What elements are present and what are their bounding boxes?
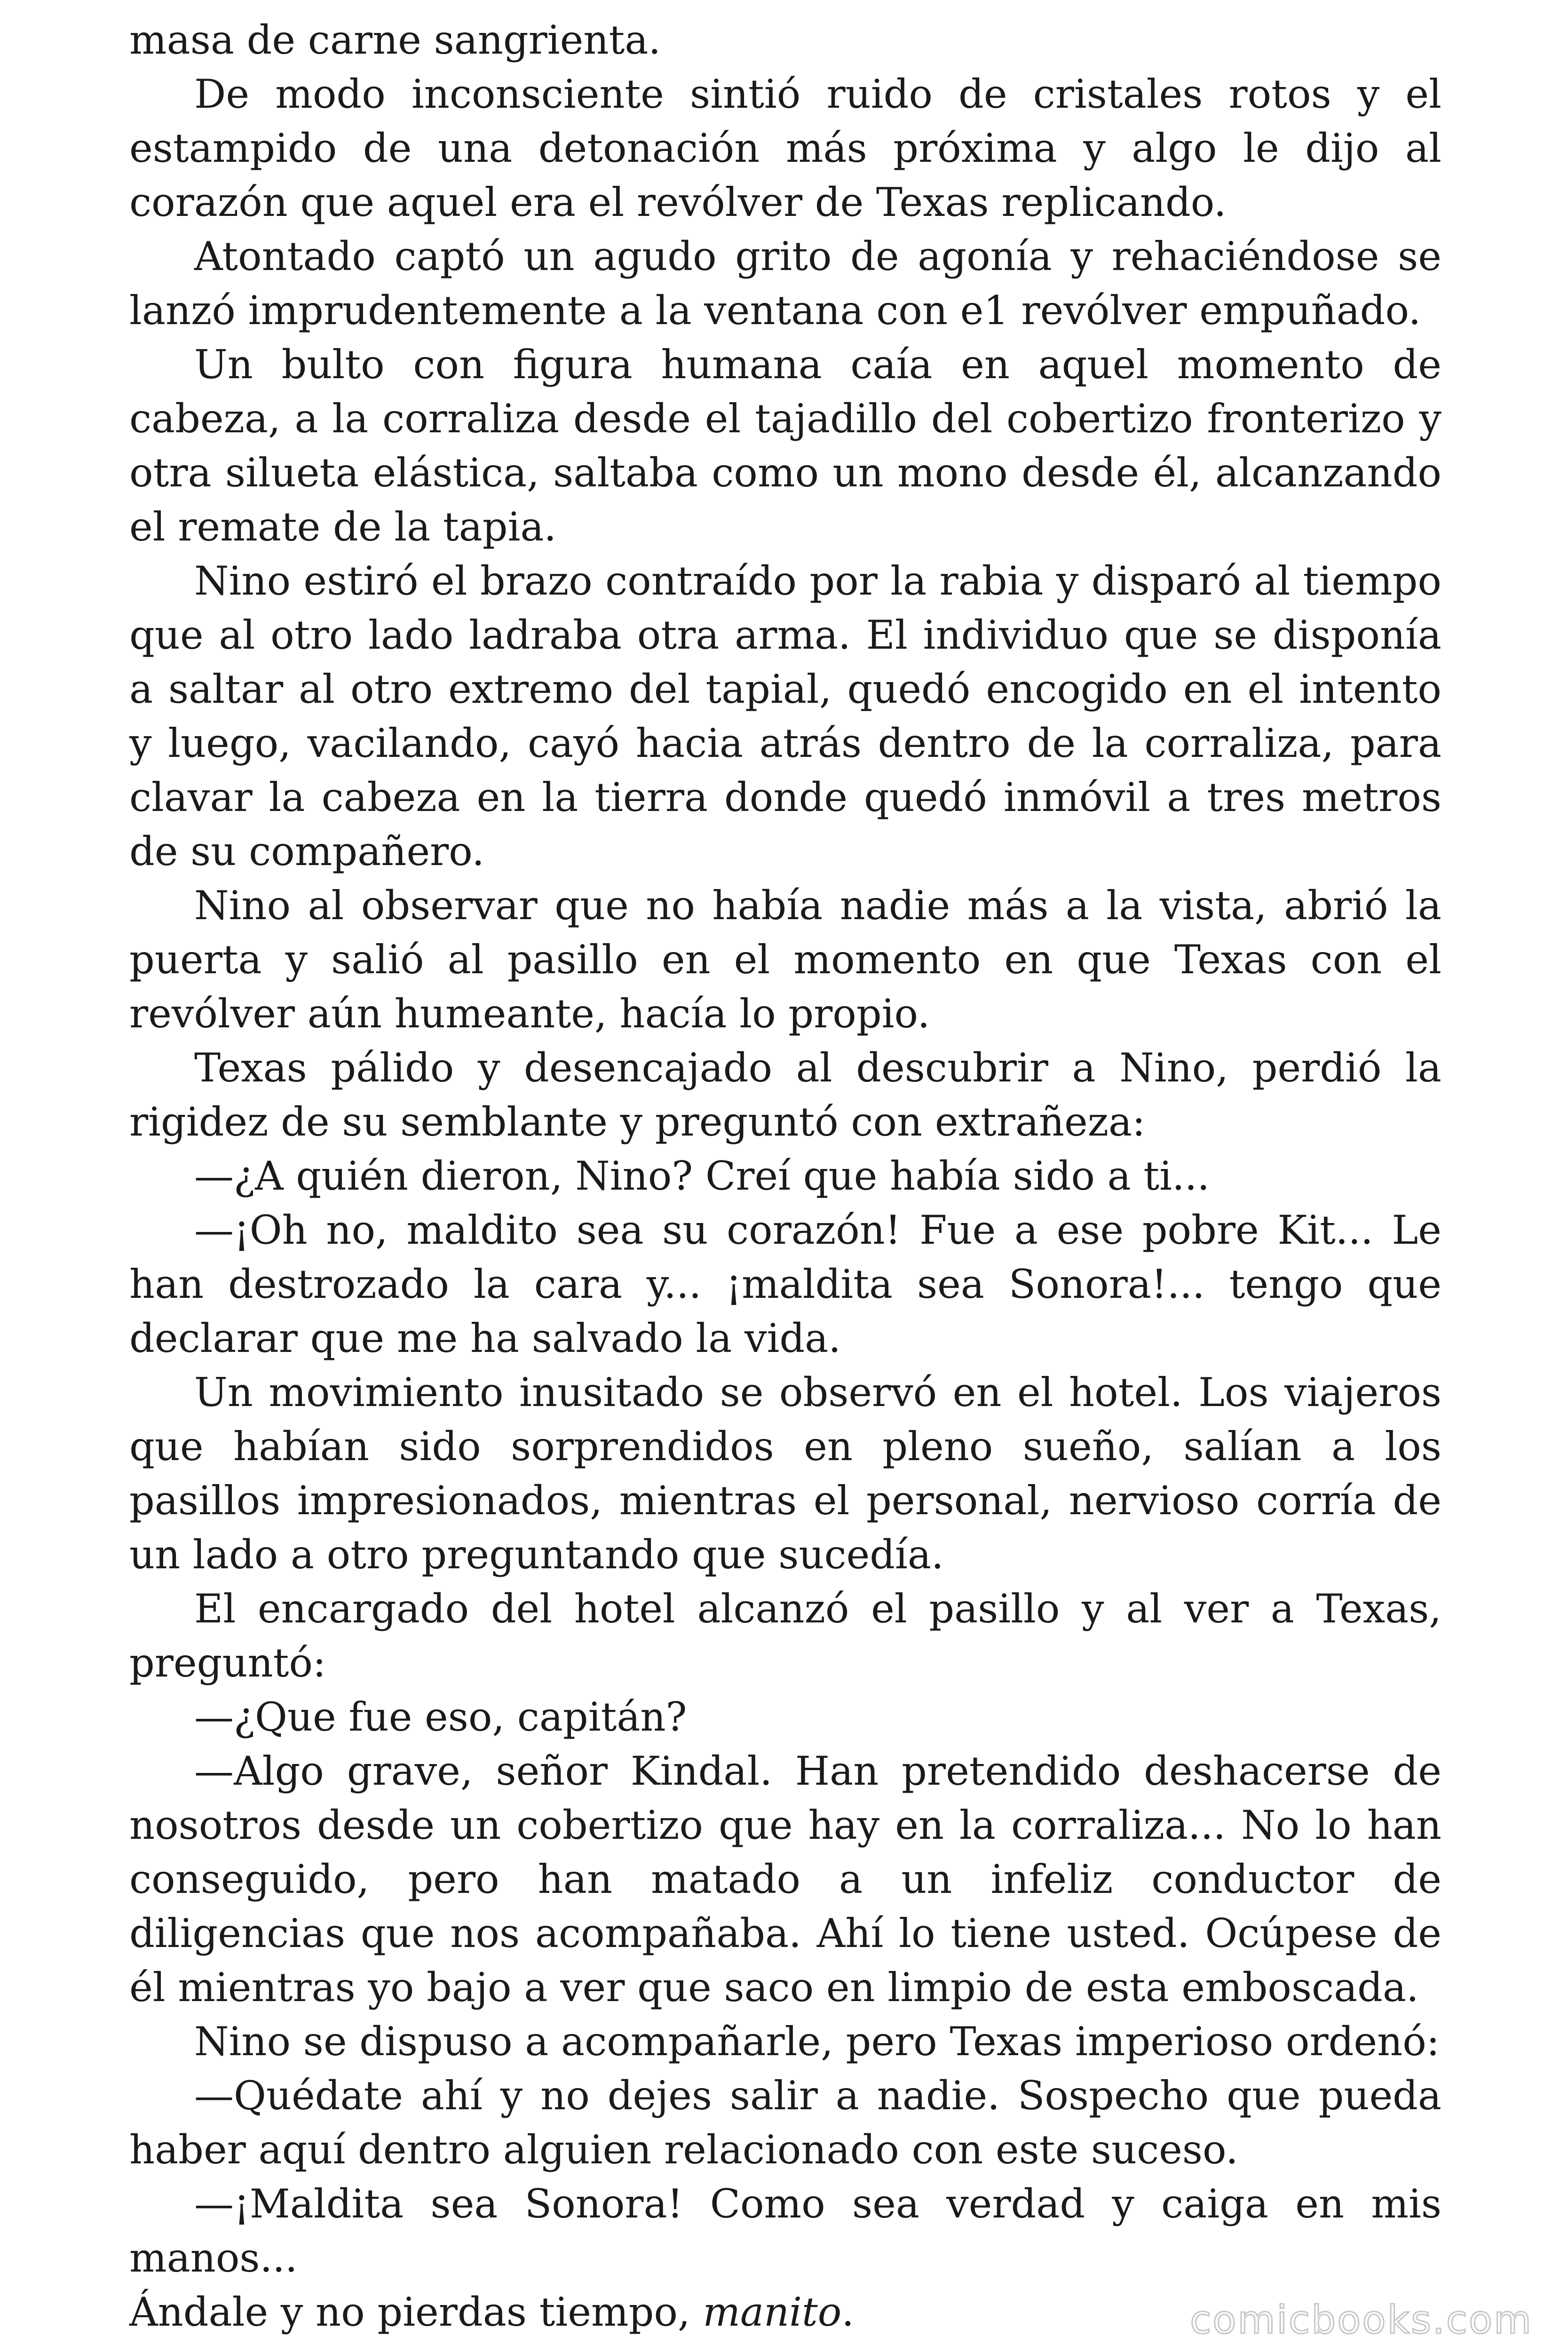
dialogue-line: —¡Maldita sea Sonora! Como sea verdad y caiga en mis manos... — [129, 2181, 1441, 2281]
watermark-logo: comicbooks.com — [1190, 2298, 1533, 2343]
closing-line-tail: . — [841, 2289, 855, 2335]
paragraph: Nino al observar que no había nadie más a la vista, abrió la puerta y salió al pasillo en el momento en que Texas con el revólver aún humeante, hacía lo propio. — [129, 882, 1441, 1037]
paragraph: De modo inconsciente sintió ruido de cristales rotos y el estampido de una detonación más próxima y algo le dijo al corazón que aquel era el revólver de Texas replicando. — [129, 71, 1441, 225]
closing-line-lead: Ándale y no pierdas tiempo, — [129, 2289, 703, 2335]
emphasized-word: manito — [703, 2289, 842, 2335]
dialogue-line: —¿Que fue eso, capitán? — [194, 1694, 687, 1740]
paragraph: Atontado captó un agudo grito de agonía y rehaciéndose se lanzó imprudentemente a la ventana con e1 revólver empuñado. — [129, 233, 1441, 334]
dialogue-line: —¡Oh no, maldito sea su corazón! Fue a ese pobre Kit... Le han destrozado la cara y... ¡maldita sea Sonora!... tengo que declarar que me ha salvado la vida. — [129, 1207, 1441, 1361]
paragraph: Nino estiró el brazo contraído por la rabia y disparó al tiempo que al otro lado ladraba otra arma. El individuo que se disponía a saltar al otro extremo del tapial, quedó encogido en el intento y luego, vacilando, cayó hacia atrás dentro de la corraliza, para clavar la cabeza en la tierra donde quedó inmóvil a tres metros de su compañero. — [129, 558, 1441, 874]
paragraph: Un movimiento inusitado se observó en el hotel. Los viajeros que habían sido sorprendidos en pleno sueño, salían a los pasillos impresionados, mientras el personal, nervioso corría de un lado a otro preguntando que sucedía. — [129, 1369, 1441, 1578]
dialogue-line: —Quédate ahí y no dejes salir a nadie. Sospecho que pueda haber aquí dentro alguien relacionado con este suceso. — [129, 2073, 1441, 2173]
dialogue-line: —¿A quién dieron, Nino? Creí que había sido a ti... — [194, 1153, 1210, 1199]
paragraph: Nino se dispuso a acompañarle, pero Texas imperioso ordenó: — [194, 2018, 1440, 2065]
paragraph: Un bulto con figura humana caía en aquel momento de cabeza, a la corraliza desde el tajadillo del cobertizo fronterizo y otra silueta elástica, saltaba como un mono desde él, alcanzando el remate de la tapia. — [129, 342, 1441, 550]
paragraph: masa de carne sangrienta. — [129, 17, 661, 63]
dialogue-line: —Algo grave, señor Kindal. Han pretendido deshacerse de nosotros desde un cobertizo que hay en la corraliza... No lo han conseguido, pero han matado a un infeliz conductor de diligencias que nos acompañaba. Ahí lo tiene usted. Ocúpese de él mientras yo bajo a ver que saco en limpio de esta emboscada. — [129, 1748, 1441, 2010]
paragraph: Texas pálido y desencajado al descubrir a Nino, perdió la rigidez de su semblante y preguntó con extrañeza: — [129, 1045, 1441, 1145]
book-page-text — [129, 13, 1441, 2339]
paragraph: El encargado del hotel alcanzó el pasillo y al ver a Texas, preguntó: — [129, 1586, 1441, 1686]
